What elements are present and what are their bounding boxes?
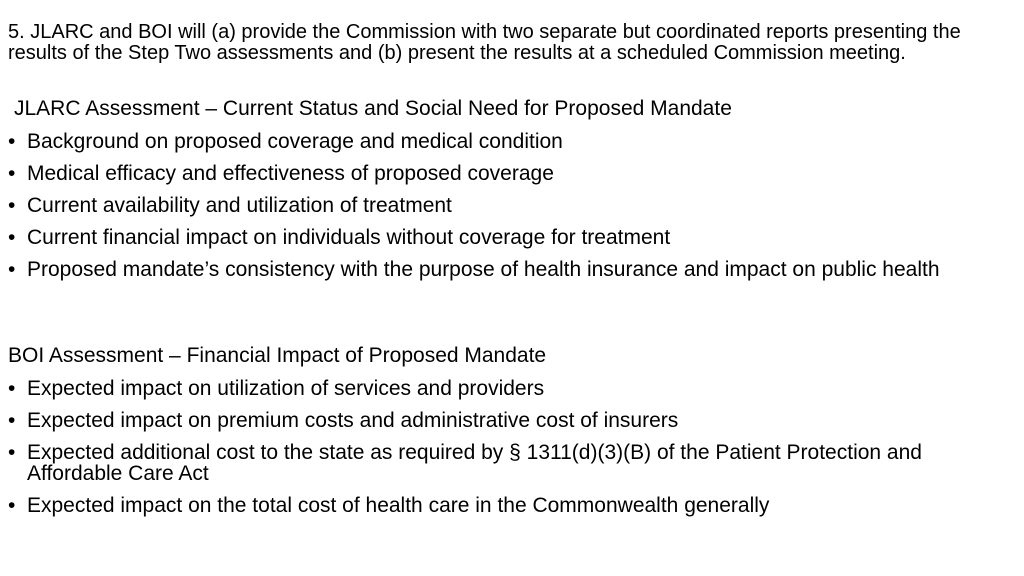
slide-content	[8, 0, 1012, 576]
list-item-text: Expected additional cost to the state as required by § 1311(d)(3)(B) of the Patient Protection and Affordable Care Act	[27, 441, 922, 485]
list-item-text: Current availability and utilization of treatment	[27, 194, 452, 217]
boi-assessment-list	[8, 378, 1008, 527]
list-item-text: Background on proposed coverage and medical condition	[27, 130, 563, 153]
list-item	[8, 378, 1008, 399]
intro-paragraph: 5. JLARC and BOI will (a) provide the Commission with two separate but coordinated reports presenting the results of the Step Two assessments and (b) present the results at a scheduled Commission meeting.	[8, 21, 961, 64]
jlarc-assessment-heading: JLARC Assessment – Current Status and Social Need for Proposed Mandate	[14, 97, 732, 120]
bullet-icon: •	[8, 226, 16, 249]
list-item	[8, 195, 1008, 216]
bullet-icon: •	[8, 377, 16, 400]
list-item	[8, 227, 1008, 248]
bullet-icon: •	[8, 258, 16, 281]
list-item	[8, 131, 1008, 152]
list-item	[8, 442, 1008, 484]
jlarc-assessment-list	[8, 131, 1008, 291]
list-item-text: Expected impact on utilization of services and providers	[27, 377, 545, 400]
bullet-icon: •	[8, 494, 16, 517]
list-item-text: Medical efficacy and effectiveness of proposed coverage	[27, 162, 554, 185]
list-item	[8, 163, 1008, 184]
bullet-icon: •	[8, 162, 16, 185]
list-item	[8, 259, 1008, 280]
list-item-text: Proposed mandate’s consistency with the purpose of health insurance and impact on public health	[27, 258, 940, 281]
bullet-icon: •	[8, 130, 16, 153]
list-item-text: Expected impact on the total cost of health care in the Commonwealth generally	[27, 494, 770, 517]
list-item	[8, 495, 1008, 516]
list-item-text: Expected impact on premium costs and administrative cost of insurers	[27, 409, 679, 432]
bullet-icon: •	[8, 194, 16, 217]
bullet-icon: •	[8, 409, 16, 432]
boi-assessment-heading: BOI Assessment – Financial Impact of Proposed Mandate	[8, 344, 547, 367]
list-item	[8, 410, 1008, 431]
list-item-text: Current financial impact on individuals without coverage for treatment	[27, 226, 671, 249]
bullet-icon: •	[8, 441, 16, 464]
